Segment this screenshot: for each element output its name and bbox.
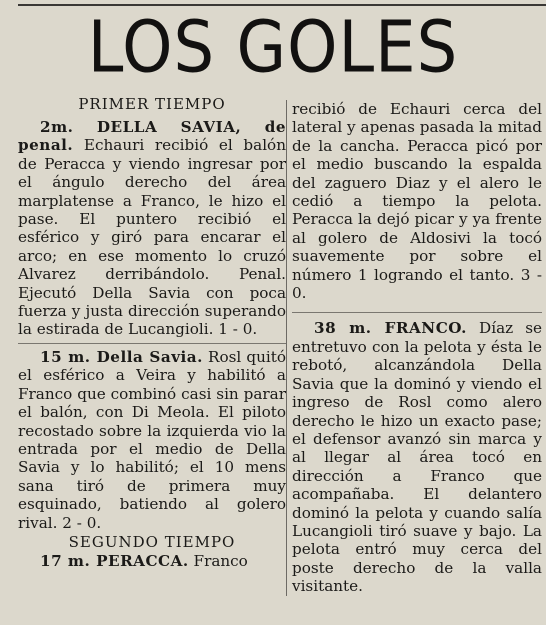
goal-3-paragraph (18, 552, 286, 570)
goal-3-text-start: Franco (193, 551, 248, 570)
goal-1-paragraph (18, 118, 286, 339)
divider (292, 312, 542, 313)
column-divider (286, 100, 287, 596)
divider (18, 343, 286, 344)
section-title-second-half: SEGUNDO TIEMPO (68, 532, 236, 551)
goal-2-lead: 15 m. Della Savia. (40, 347, 203, 366)
goal-4-text: Díaz se entretuvo con la pelota y ésta le rebotó, alcanzándola Della Savia que la dominó y viendo el ingreso de Rosl como alero derecho le hizo un exacto pase; el defensor avanzó sin marca y al llegar al área tocó en dirección a Franco que acompañaba. El delantero dominó la pelota y cuando salía Lucangioli tiró suave y bajo. La pelota entró muy cerca del poste derecho de la valla visitante. (292, 319, 543, 596)
left-column (18, 94, 286, 570)
goal-4-lead: 38 m. FRANCO. (314, 319, 467, 338)
goal-3-continuation: recibió de Echauri cerca del lateral y apenas pasada la mitad de la cancha. Peracca picó por el medio buscando la espalda del zaguero Diaz y el alero le cedió a tiempo la pelota. Peracca la dejó picar y ya frente al golero de Aldosivi la tocó suavemente por sobre el número 1 logrando el tanto. 3 - 0. (292, 100, 542, 303)
goal-1-lead: 2m. DELLA SAVIA, de penal. (18, 118, 286, 155)
headline: LOS GOLES (87, 6, 459, 90)
right-column (292, 100, 542, 596)
goal-4-paragraph (292, 319, 542, 595)
goal-1-text: Echauri recibió el balón de Peracca y viendo ingresar por el ángulo derecho del área marplatense a Franco, le hizo el pase. El puntero recibió el esférico y giró para encarar el arco; en ese momento lo cruzó Alvarez derribándolo. Penal. Ejecutó Della Savia con poca fuerza y justa dirección superando la estirada de Lucangioli. 1 - 0. (18, 136, 286, 339)
goal-2-text: Rosl quitó el esférico a Veira y habilitó a Franco que combinó casi sin parar el balón, con Di Meola. El piloto recostado sobre la izquierda vio la entrada por el medio de Della Savia y lo habilitó; el 10 mens sana tiró de primera muy esquinado, batiendo al golero rival. 2 - 0. (18, 347, 286, 532)
goal-2-paragraph (18, 348, 286, 532)
section-title-first-half: PRIMER TIEMPO (78, 95, 226, 113)
goal-3-lead: 17 m. PERACCA. (40, 551, 189, 570)
